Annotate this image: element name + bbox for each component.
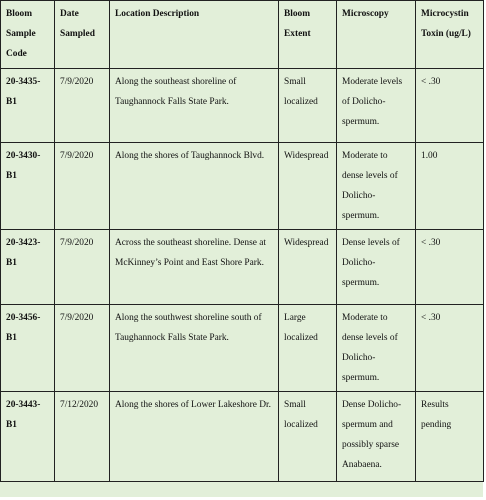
toxin-cell: Results pending xyxy=(416,392,484,482)
extent-cell: Widespread xyxy=(279,143,337,230)
table-row xyxy=(1,392,484,482)
table-body xyxy=(1,69,484,482)
header-microcystin-toxin: Microcystin Toxin (ug/L) xyxy=(416,1,484,69)
microscopy-cell: Moderate levels of Dolicho-spermum. xyxy=(337,69,416,143)
microscopy-cell: Moderate to dense levels of Dolicho-spermum. xyxy=(337,143,416,230)
extent-cell: Small localized xyxy=(279,69,337,143)
location-cell: Along the shores of Lower Lakeshore Dr. xyxy=(110,392,279,482)
microscopy-cell: Dense levels of Dolicho-spermum. xyxy=(337,230,416,305)
extent-cell: Small localized xyxy=(279,392,337,482)
table-row xyxy=(1,69,484,143)
date-cell: 7/9/2020 xyxy=(55,230,110,305)
toxin-cell: < .30 xyxy=(416,230,484,305)
header-bloom-extent: Bloom Extent xyxy=(279,1,337,69)
table-row xyxy=(1,305,484,392)
sample-code-cell: 20-3443-B1 xyxy=(1,392,55,482)
extent-cell: Large localized xyxy=(279,305,337,392)
sample-code-cell: 20-3423-B1 xyxy=(1,230,55,305)
table-row xyxy=(1,230,484,305)
location-cell: Across the southeast shoreline. Dense at McKinney’s Point and East Shore Park. xyxy=(110,230,279,305)
header-date-sampled: Date Sampled xyxy=(55,1,110,69)
sample-code-cell: 20-3456-B1 xyxy=(1,305,55,392)
header-microscopy: Microscopy xyxy=(337,1,416,69)
extent-cell: Widespread xyxy=(279,230,337,305)
microscopy-cell: Dense Dolicho-spermum and possibly sparse Anabaena. xyxy=(337,392,416,482)
header-sample-code: Bloom Sample Code xyxy=(1,1,55,69)
toxin-cell: < .30 xyxy=(416,305,484,392)
date-cell: 7/9/2020 xyxy=(55,69,110,143)
date-cell: 7/9/2020 xyxy=(55,143,110,230)
microscopy-cell: Moderate to dense levels of Dolicho-spermum. xyxy=(337,305,416,392)
header-location-description: Location Description xyxy=(110,1,279,69)
table-row xyxy=(1,143,484,230)
location-cell: Along the southeast shoreline of Taughannock Falls State Park. xyxy=(110,69,279,143)
sample-code-cell: 20-3430-B1 xyxy=(1,143,55,230)
date-cell: 7/12/2020 xyxy=(55,392,110,482)
table-header xyxy=(1,1,484,69)
toxin-cell: 1.00 xyxy=(416,143,484,230)
sample-code-cell: 20-3435-B1 xyxy=(1,69,55,143)
date-cell: 7/9/2020 xyxy=(55,305,110,392)
location-cell: Along the southwest shoreline south of Taughannock Falls State Park. xyxy=(110,305,279,392)
location-cell: Along the shores of Taughannock Blvd. xyxy=(110,143,279,230)
toxin-cell: < .30 xyxy=(416,69,484,143)
header-row xyxy=(1,1,484,69)
